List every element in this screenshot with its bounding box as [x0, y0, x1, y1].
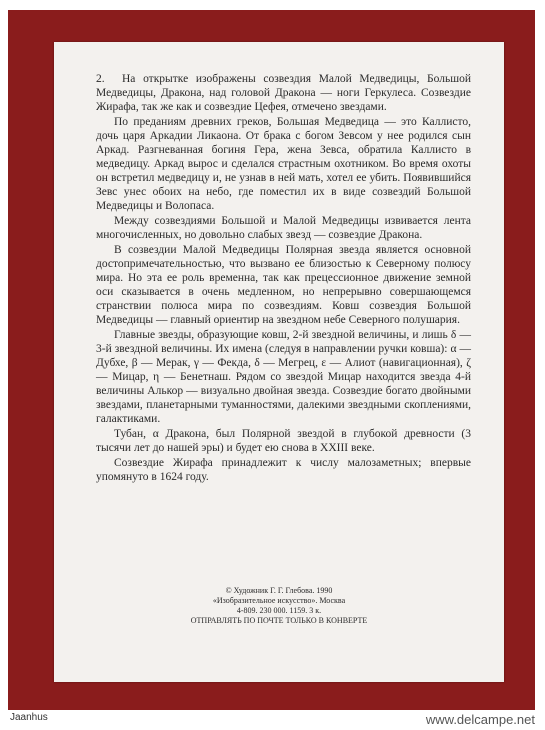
seller-watermark: Jaanhus: [10, 712, 48, 723]
paragraph-7: Созвездие Жирафа принадлежит к числу малозаметных; впервые упомянуто в 1624 году.: [96, 457, 471, 483]
credit-mailing-note: ОТПРАВЛЯТЬ ПО ПОЧТЕ ТОЛЬКО В КОНВЕРТЕ: [190, 616, 368, 625]
description-text: [96, 72, 471, 485]
credit-publisher: «Изобразительное искусство». Москва: [212, 596, 346, 605]
credit-artist: © Художник Г. Г. Глебова. 1990: [225, 586, 333, 595]
postcard-back: [54, 42, 504, 682]
publisher-credits: [54, 586, 504, 626]
paragraph-5: Главные звезды, образующие ковш, 2-й звездной величины, и лишь δ — 3-й звездной величины. Их имена (следуя в направлении ручки ковша): α — Дубхе, β — Мерак, γ — Фекда, δ — Мегрец, ε — Алиот (навигационная), ζ — Мицар, η — Бенетнаш. Рядом со звездой Мицар находится звезда 4-й величины Алькор — визуально двойная звезда. Созвездие богато двойными звездами, планетарными туманностями, далекими звездными скоплениями, галактиками.: [96, 329, 471, 425]
paragraph-2: По преданиям древних греков, Большая Медведица — это Каллисто, дочь царя Аркадии Ликаона. От брака с богом Зевсом у нее родился сын Аркад. Разгневанная богиня Гера, жена Зевса, обратила Каллисто в медведицу. Аркад вырос и сделался страстным охотником. Во время охоты он встретил медведицу и, не узнав в ней мать, хотел ее убить. Появившийся Зевс унес обоих на небо, где поместил их в виде созвездий Большой Медведицы и Волопаса.: [96, 116, 471, 212]
paragraph-1-text: На открытке изображены созвездия Малой Медведицы, Большой Медведицы, Дракона, над головой Дракона — ноги Геркулеса. Созвездие Жирафа, так же как и созвездие Цефея, отмечено звездами.: [96, 73, 471, 113]
paragraph-1: [96, 72, 471, 114]
site-watermark: www.delcampe.net: [425, 712, 535, 727]
paragraph-6: Тубан, α Дракона, был Полярной звездой в глубокой древности (3 тысячи лет до нашей эры) и будет ею снова в XXIII веке.: [96, 428, 471, 454]
paragraph-4: В созвездии Малой Медведицы Полярная звезда является основной достопримечательностью, что вызвано ее близостью к Северному полюсу мира. Но эта ее роль временна, так как прецессионное движение земной оси сказывается в очень медленном, но непрерывно совершающемся странствии полюса мира по созвездиям. Ковш созвездия Большой Медведицы — главный ориентир на звездном небе Северного полушария.: [96, 244, 471, 326]
item-number: 2.: [96, 73, 105, 85]
paragraph-3: Между созвездиями Большой и Малой Медведицы извивается лента многочисленных, но довольно слабых звезд — созвездие Дракона.: [96, 215, 471, 241]
credit-print-info: 4-809. 230 000. 1159. 3 к.: [236, 606, 322, 615]
